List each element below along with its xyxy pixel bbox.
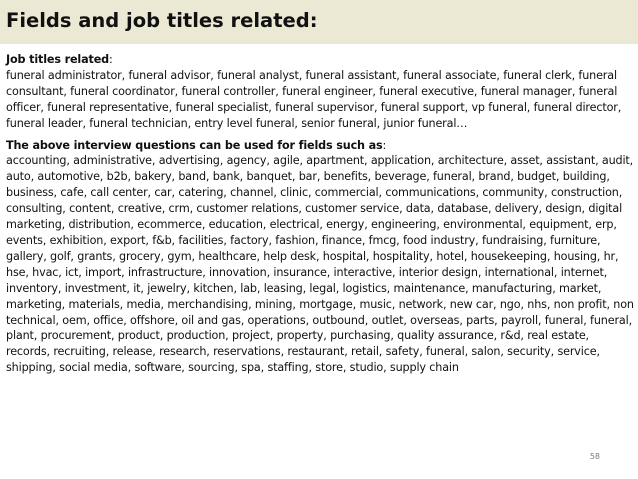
fields-list: accounting, administrative, advertising, agency, agile, apartment, application, architecture, asset, assistant, audit, auto, automotive, b2b, bakery, band, bank, banquet, bar, benefits, beverage, funeral, brand, budget, building, business, cafe, call center, car, catering, channel, clinic, commercial, communications, community, construction, consulting, content, creative, crm, customer relations, customer service, data, database, delivery, design, digital marketing, distribution, ecommerce, education, electrical, energy, engineering, environmental, equipment, erp, events, exhibition, export, f&b, facilities, factory, fashion, finance, fmcg, food industry, fundraising, furniture, gallery, golf, grants, grocery, gym, healthcare, help desk, hospital, hospitality, hotel, housekeeping, housing, hr, hse, hvac, ict, import, infrastructure, innovation, insurance, interactive, interior design, international, internet, inventory, investment, it, jewelry, kitchen, lab, leasing, legal, logistics, maintenance, manufacturing, market, marketing, materials, media, merchandising, mining, mortgage, music, network, new car, ngo, nhs, non profit, non technical, oem, office, offshore, oil and gas, operations, outbound, outlet, overseas, parts, payroll, funeral, funeral, plant, procurement, product, production, project, property, purchasing, quality assurance, r&d, real estate, records, recruiting, release, research, reservations, restaurant, retail, safety, funeral, salon, security, service, shipping, social media, software, sourcing, spa, staffing, store, studio, supply chain	[6, 154, 634, 375]
slide-title: Fields and job titles related:	[6, 9, 318, 32]
job-titles-heading	[6, 52, 634, 68]
fields-heading	[6, 138, 634, 154]
job-titles-colon: :	[109, 53, 113, 66]
fields-colon: :	[382, 138, 387, 152]
fields-label: The above interview questions can be used for fields such as	[6, 138, 383, 152]
job-titles-list: funeral administrator, funeral advisor, funeral analyst, funeral assistant, funeral associate, funeral clerk, funeral consultant, funeral coordinator, funeral controller, funeral engineer, funeral executive, funeral manager, funeral officer, funeral representative, funeral specialist, funeral supervisor, funeral support, vp funeral, funeral director, funeral leader, funeral technician, entry level funeral, senior funeral, junior funeral…	[6, 68, 622, 130]
slide-content	[6, 52, 634, 376]
job-titles-label: Job titles related	[6, 53, 109, 66]
page-number: 58	[589, 452, 600, 461]
title-bar	[0, 0, 638, 44]
